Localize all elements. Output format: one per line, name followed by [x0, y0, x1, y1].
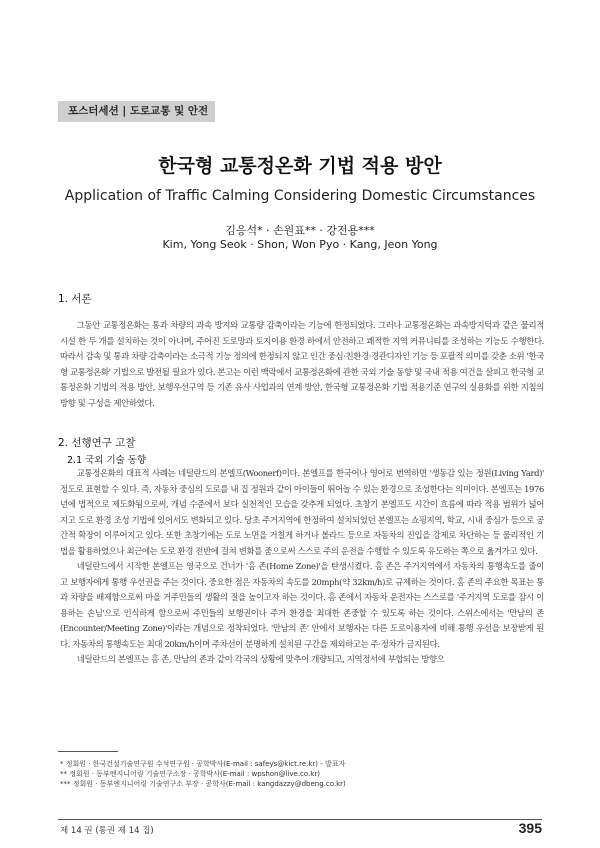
authors-english: Kim, Yong Seok · Shon, Won Pyo · Kang, Jeon Yong — [162, 238, 438, 251]
footnote: * 정회원 · 한국건설기술연구원 수석연구원 · 공학박사(E-mail : safeys@kict.re.kr) - 발표자 — [60, 760, 346, 768]
paper-title-korean: 한국형 교통정온화 기법 적용 방안 — [158, 155, 442, 177]
subsection-2-1-heading: 2.1 국외 기술 동향 — [67, 455, 147, 466]
paragraph: 그동안 교통정온화는 통과 차량의 과속 방지와 교통량 감축이라는 기능에 한정되었다. 그러나 교통정온화는 과속방지턱과 같은 물리적 시설 한 두 개를 설치하는 것이 아니며, 주어진 도로망과 토지이용 환경 하에서 안전하고 쾌적한 지역 커뮤니티를 조성하는 기능도 수행한다. 따라서 감속 및 통과 차량 감축이라는 소극적 기능 정의에 한정되지 않고 인간 중심·친환경·경관디자인 기능 등 포괄적 의미를 갖춘 소위 '한국형 교통정온화' 기법으로 발전될 필요가 있다. 본고는 이런 맥락에서 교통정온화에 관한 국외 기술 동향 및 국내 적용 여건을 살피고 한국형 교통정온화 기법의 적용 방안, 보행우선구역 등 기존 유사 사업과의 연계 방안, 한국형 교통정온화 기법 적용기준 연구의 실용화를 위한 지침의 방향 및 구성을 제안하였다. — [60, 320, 544, 408]
section-tag: 포스터세션 | 도로교통 및 안전 — [58, 101, 215, 122]
footnote: ** 정회원 · 동부엔지니어링 기술연구소장 · 공학박사(E-mail : wpshon@live.co.kr) — [60, 770, 320, 778]
paragraph: 네덜란드에서 시작한 본엘프는 영국으로 건너가 '홈 존(Home Zone)'을 탄생시켰다. 홈 존은 주거지역에서 자동차의 통행속도를 줄이고 보행자에게 통행 우선권을 주는 것이다. 중요한 점은 자동차의 속도를 20mph(약 32km/h)로 규제하는 것이다. 홈 존의 주요한 목표는 통과 차량을 배제함으로써 마을 거주민들의 생활의 질을 높이고자 하는 것이다. 홈 존에서 자동차 운전자는 스스로를 '주거지역 도로를 잠시 이용하는 손님'으로 인식하게 함으로써 주민들의 보행권이나 주거 환경을 최대한 존중할 수 있도록 하는 것이다. 스위스에서는 '만남의 존(Encounter/Meeting Zone)'이라는 개념으로 정착되었다. '만남의 존' 안에서 보행자는 다른 도로이용자에 비해 통행 우선을 보장받게 된다. 자동차의 통행속도는 최대 20km/h이며 주차선이 분명하게 설치된 구간을 제외하고는 주·정차가 금지된다. — [60, 561, 544, 649]
footnote-divider — [58, 751, 118, 752]
paragraph: 네덜란드의 본엘프는 홈 존, 만남의 존과 같이 각국의 상황에 맞추어 개량되고, 지역정서에 부합되는 방향으 — [76, 654, 445, 664]
footnote: *** 정회원 · 동부엔지니어링 기술연구소 부장 · 공학사(E-mail : kangdazzy@dbeng.co.kr) — [60, 780, 346, 788]
footer-divider — [58, 819, 542, 820]
paper-title-english: Application of Traffic Calming Considering Domestic Circumstances — [64, 188, 536, 204]
section-1-body — [60, 318, 544, 411]
section-2-body — [60, 466, 544, 668]
page-number: 395 — [518, 820, 542, 836]
section-2-heading: 2. 선행연구 고찰 — [58, 437, 136, 449]
volume-label: 제 14 권 (통권 제 14 집) — [60, 826, 154, 836]
authors-korean: 김응석* · 손원표** · 강전용*** — [225, 224, 375, 237]
section-1-heading: 1. 서론 — [58, 293, 92, 305]
footnotes — [60, 759, 540, 789]
paragraph: 교통정온화의 대표적 사례는 네덜란드의 본엘프(Woonerf)이다. 본엘프를 한국어나 영어로 번역하면 '생동감 있는 정원(Living Yard)' 정도로 표현할 수 있다. 즉, 자동차 중심의 도로를 내 집 정원과 같이 아이들이 뛰어놀 수 있는 환경으로 조성한다는 의미이다. 본엘프는 1976년에 법적으로 제도화됨으로써, 개념 수준에서 보다 실천적인 모습을 갖추게 되었다. 초창기 본엘프도 시간이 흐름에 따라 적용 범위가 넓어지고 도로 환경 조성 기법에 있어서도 변화되고 있다. 당초 주거지역에 한정하여 설치되었던 본엘프는 쇼핑지역, 학교, 시내 중심가 등으로 공간적 확장이 이루어지고 있다. 또한 초창기에는 도로 노면을 거칠게 하거나 볼라드 등으로 자동차의 진입을 강제로 차단하는 등 물리적인 기법을 활용하였으나 최근에는 도로 환경 전반에 걸쳐 변화를 줌으로써 스스로 주의 운전을 수행할 수 있도록 유도하는 쪽으로 옮겨가고 있다. — [60, 468, 544, 556]
